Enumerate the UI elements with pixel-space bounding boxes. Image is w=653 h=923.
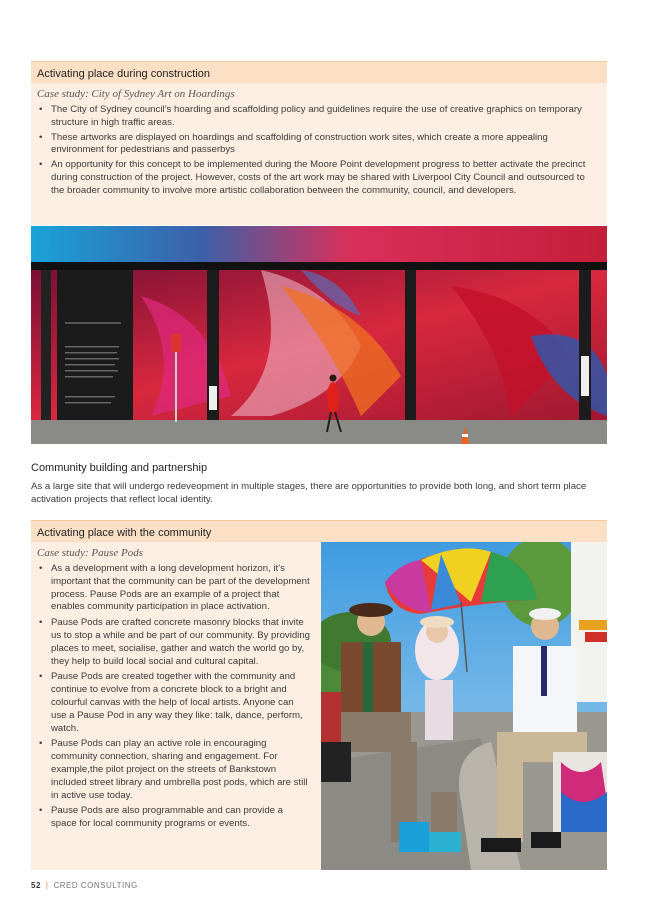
list-item: • Pause Pods can play an active role in encouraging community connection, sharing and engagement. For example,the pilot project on the streets of Bankstown included street library and umbrella post pods, which are still in active use today. bbox=[37, 738, 311, 802]
pause-pods-photo bbox=[321, 542, 607, 870]
list-item: • An opportunity for this concept to be implemented during the Moore Point development progress to better activate the precinct during construction of the project. However, costs of the art work may be shared with Liverpool City Council and outsourced to the broader community to involve more artistic collaboration between the community, council, and developers. bbox=[37, 159, 597, 197]
list-item: • These artworks are displayed on hoardings and scaffolding of construction work sites, which create a more appealing environment for pedestrians and passerbys bbox=[37, 132, 597, 158]
footer-organisation: CRED CONSULTING bbox=[53, 881, 138, 890]
community-section-title: Activating place with the community bbox=[31, 520, 607, 542]
footer-separator: | bbox=[45, 881, 49, 890]
construction-case-study-box bbox=[31, 61, 607, 225]
community-building-paragraph: As a large site that will undergo redeveopment in multiple stages, there are opportunities to provide both long, and short term place activation projects that reflect local identity. bbox=[31, 481, 587, 505]
list-item: • The City of Sydney council’s hoarding and scaffolding policy and guidelines require the use of creative graphics on temporary structure in high traffic areas. bbox=[37, 104, 597, 130]
pause-pods-bullet-list bbox=[31, 563, 321, 831]
construction-case-study-label: Case study: City of Sydney Art on Hoardings bbox=[37, 88, 235, 100]
list-item: • Pause Pods are also programmable and can provide a space for local community programs or events. bbox=[37, 805, 311, 831]
page-number: 52 bbox=[31, 881, 41, 890]
list-item: • Pause Pods are created together with the community and continue to evolve from a concrete block to a bright and colourful canvas with the help of local artists. Anyone can use a Pause Pod in any way they like: talk, dance, perform, watch. bbox=[37, 671, 311, 735]
hoarding-art-photo bbox=[31, 226, 607, 444]
list-item: • As a development with a long development horizon, it’s important that the community can be part of the development process. Pause Pods are an example of a project that enables community participation in place activation. bbox=[37, 563, 311, 614]
community-building-heading: Community building and partnership bbox=[31, 462, 208, 474]
construction-bullet-list bbox=[31, 104, 607, 198]
pause-pods-case-study-label: Case study: Pause Pods bbox=[37, 547, 144, 559]
construction-section-title: Activating place during construction bbox=[31, 61, 607, 83]
list-item: • Pause Pods are crafted concrete masonry blocks that invite us to stop a while and be part of our community. By providing places to meet, socialise, gather and watch the world go by, they help to build local social and cultural capital. bbox=[37, 617, 311, 668]
page-footer bbox=[31, 881, 138, 890]
